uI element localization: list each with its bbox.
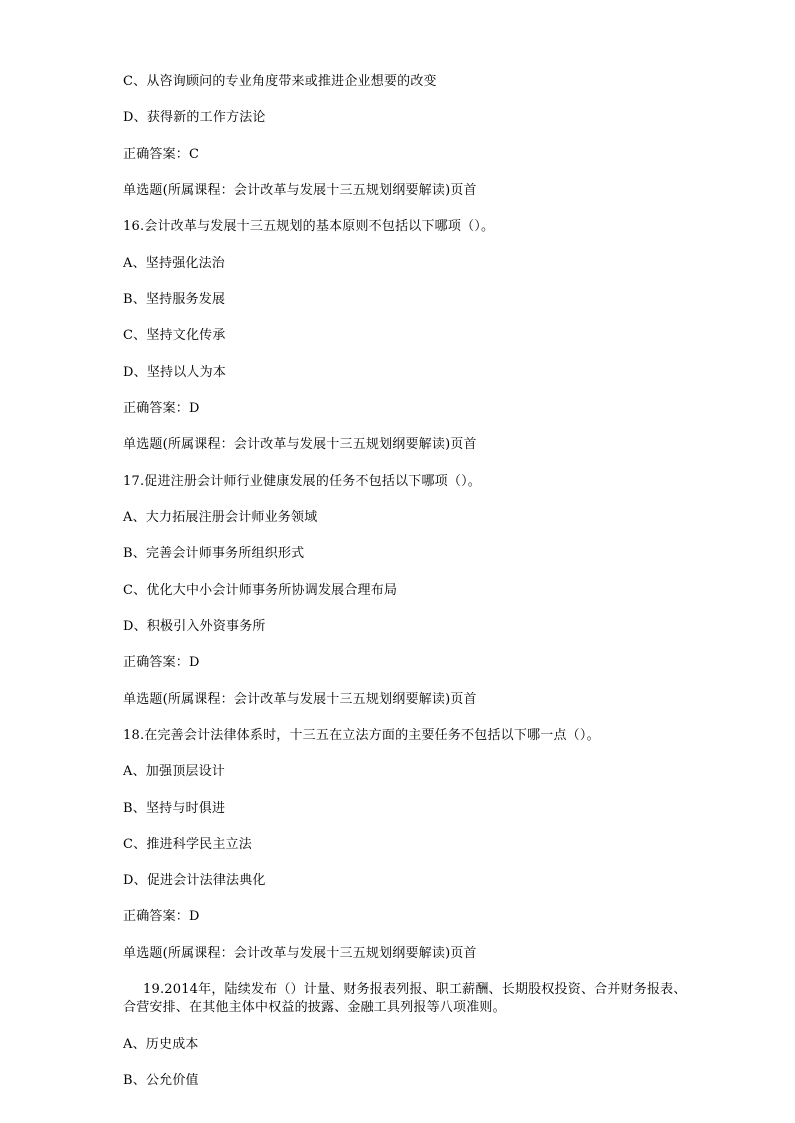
option-b-q19: B、公允价值 — [123, 1073, 199, 1088]
option-c-q18: C、推进科学民主立法 — [123, 837, 252, 852]
option-d-q15: D、获得新的工作方法论 — [123, 110, 266, 125]
question-type-q18: 单选题(所属课程：会计改革与发展十三五规划纲要解读)页首 — [123, 692, 477, 707]
question-18: 18.在完善会计法律体系时，十三五在立法方面的主要任务不包括以下哪一点（）。 — [123, 728, 600, 743]
option-b-q17: B、完善会计师事务所组织形式 — [123, 546, 305, 561]
option-d-q16: D、坚持以人为本 — [123, 365, 227, 380]
option-a-q17: A、大力拓展注册会计师业务领域 — [123, 510, 318, 525]
question-type-q17: 单选题(所属课程：会计改革与发展十三五规划纲要解读)页首 — [123, 437, 477, 452]
question-type-q19: 单选题(所属课程：会计改革与发展十三五规划纲要解读)页首 — [123, 946, 477, 961]
question-19-line-2: 合营安排、在其他主体中权益的披露、金融工具列报等八项准则。 — [123, 1000, 506, 1015]
option-d-q17: D、积极引入外资事务所 — [123, 619, 266, 634]
option-a-q16: A、坚持强化法治 — [123, 256, 225, 271]
question-16: 16.会计改革与发展十三五规划的基本原则不包括以下哪项（）。 — [123, 219, 495, 234]
option-d-q18: D、促进会计法律法典化 — [123, 873, 266, 888]
answer-q15: 正确答案：C — [123, 147, 200, 162]
option-c-q17: C、优化大中小会计师事务所协调发展合理布局 — [123, 583, 398, 598]
option-a-q19: A、历史成本 — [123, 1037, 199, 1052]
question-17: 17.促进注册会计师行业健康发展的任务不包括以下哪项（）。 — [123, 474, 481, 489]
option-a-q18: A、加强顶层设计 — [123, 764, 225, 779]
question-type-q16: 单选题(所属课程：会计改革与发展十三五规划纲要解读)页首 — [123, 183, 477, 198]
option-c-q16: C、坚持文化传承 — [123, 328, 226, 343]
option-b-q18: B、坚持与时俱进 — [123, 801, 226, 816]
answer-q18: 正确答案：D — [123, 909, 200, 924]
option-c-q15: C、从咨询顾问的专业角度带来或推进企业想要的改变 — [123, 74, 437, 89]
question-19-line-1: 19.2014年，陆续发布（）计量、财务报表列报、职工薪酬、长期股权投资、合并财务报表、 — [143, 982, 687, 997]
answer-q16: 正确答案：D — [123, 401, 200, 416]
option-b-q16: B、坚持服务发展 — [123, 292, 226, 307]
answer-q17: 正确答案：D — [123, 655, 200, 670]
